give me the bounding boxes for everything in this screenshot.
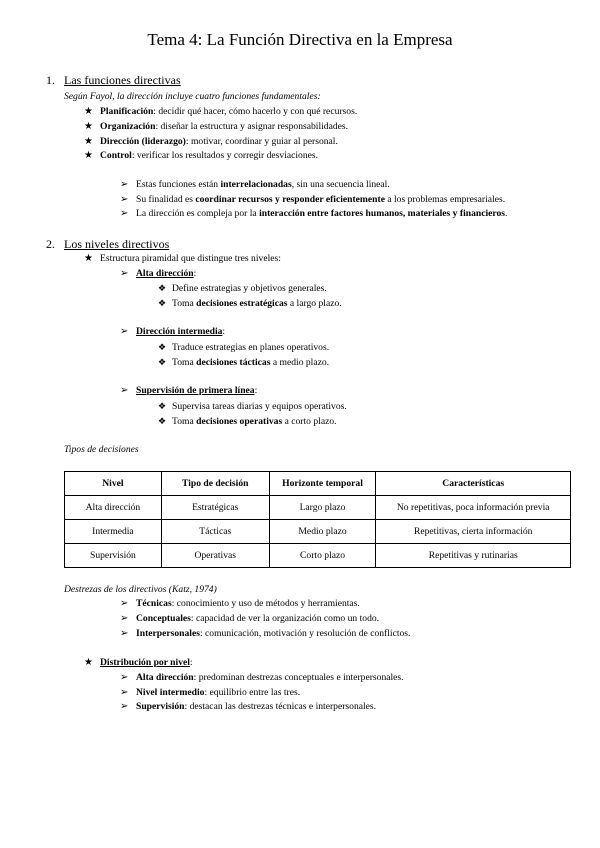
level-item [158, 282, 327, 295]
table-cell: Medio plazo [269, 520, 376, 544]
table-row [65, 496, 571, 520]
star-icon: ★ [84, 121, 93, 132]
level-item-text: Define estrategias y objetivos generales. [172, 283, 327, 294]
level-item-bold: decisiones tácticas [196, 357, 271, 368]
diamond-icon: ❖ [158, 416, 167, 426]
star-icon: ★ [84, 253, 93, 264]
level-name: Supervisión de primera línea [136, 385, 255, 396]
levels-intro-text: Estructura piramidal que distingue tres niveles: [100, 253, 281, 264]
level-item [158, 297, 342, 310]
function-desc: : diseñar la estructura y asignar responsabilidades. [155, 121, 349, 132]
section-title: Las funciones directivas [64, 73, 181, 87]
note-text: , sin una secuencia lineal. [291, 179, 390, 190]
table-cell: No repetitivas, poca información previa [376, 496, 571, 520]
skills-caption: Destrezas de los directivos (Katz, 1974) [64, 584, 217, 595]
arrow-icon: ➢ [120, 628, 129, 639]
note-text: . [505, 208, 508, 219]
distribution-desc: : destacan las destrezas técnicas e interpersonales. [184, 701, 377, 712]
decisions-caption: Tipos de decisiones [64, 444, 139, 455]
diamond-icon: ❖ [158, 357, 167, 367]
arrow-icon: ➢ [120, 687, 129, 698]
skill-item [120, 628, 410, 640]
distribution-title: Distribución por nivel [100, 657, 190, 668]
page-title: Tema 4: La Función Directiva en la Empresa [147, 30, 453, 49]
level-item [158, 415, 337, 428]
section-number: 1. [46, 73, 55, 87]
decisions-table [64, 471, 571, 568]
table-header-row [65, 472, 571, 496]
note-bold: coordinar recursos y responder eficientemente [195, 194, 385, 205]
table-cell: Repetitivas, cierta información [376, 520, 571, 544]
table-cell: Intermedia [65, 520, 162, 544]
arrow-icon: ➢ [120, 326, 129, 337]
table-header-cell: Nivel [65, 472, 162, 496]
fayol-intro: Según Fayol, la dirección incluye cuatro funciones fundamentales: [64, 91, 321, 102]
table-cell: Estratégicas [161, 496, 269, 520]
distribution-item [120, 687, 300, 699]
section-number: 2. [46, 237, 55, 251]
skill-desc: : conocimiento y uso de métodos y herramientas. [171, 598, 360, 609]
arrow-icon: ➢ [120, 208, 129, 219]
section-title: Los niveles directivos [64, 237, 170, 251]
distribution-colon: : [189, 657, 193, 668]
function-item [84, 136, 338, 148]
level-item [158, 400, 347, 413]
table-cell: Largo plazo [269, 496, 376, 520]
level-colon: : [193, 268, 197, 279]
arrow-icon: ➢ [120, 385, 129, 396]
arrow-icon: ➢ [120, 672, 129, 683]
table-cell: Supervisión [65, 544, 162, 568]
table-cell: Tácticas [161, 520, 269, 544]
note-text: Estas funciones están [136, 179, 221, 190]
level-item-text: Supervisa tareas diarias y equipos operativos. [172, 401, 347, 412]
function-desc: : decidir qué hacer, cómo hacerlo y con qué recursos. [153, 106, 358, 117]
table-cell: Alta dirección [65, 496, 162, 520]
table-row [65, 520, 571, 544]
note-bold: interrelacionadas [220, 179, 292, 190]
level-item-text: Toma [172, 416, 197, 427]
note-text: La dirección es compleja por la [136, 208, 260, 219]
function-term: Dirección (liderazgo) [100, 136, 186, 147]
level-colon: : [222, 326, 226, 337]
section-1-heading [46, 73, 181, 88]
note-bold: interacción entre factores humanos, materiales y financieros [259, 208, 506, 219]
note-text: a los problemas empresariales. [384, 194, 506, 205]
level-heading [120, 268, 196, 280]
level-item-text: a corto plazo. [282, 416, 337, 427]
level-item [158, 341, 329, 354]
diamond-icon: ❖ [158, 342, 167, 352]
table-row [65, 544, 571, 568]
star-icon: ★ [84, 136, 93, 147]
note-item [120, 208, 507, 220]
diamond-icon: ❖ [158, 401, 167, 411]
distribution-item [120, 672, 404, 684]
level-item-bold: decisiones estratégicas [196, 298, 288, 309]
diamond-icon: ❖ [158, 298, 167, 308]
function-item [84, 121, 348, 133]
arrow-icon: ➢ [120, 613, 129, 624]
table-cell: Corto plazo [269, 544, 376, 568]
level-colon: : [254, 385, 258, 396]
table-header-cell: Tipo de decisión [161, 472, 269, 496]
distribution-desc: : equilibrio entre las tres. [204, 687, 301, 698]
skill-term: Técnicas [136, 598, 172, 609]
level-name: Alta dirección [136, 268, 194, 279]
star-icon: ★ [84, 106, 93, 117]
distribution-heading [84, 657, 193, 669]
arrow-icon: ➢ [120, 194, 129, 205]
section-2-heading [46, 237, 169, 252]
table-cell: Operativas [161, 544, 269, 568]
levels-intro [84, 253, 281, 265]
note-item [120, 179, 390, 191]
table-cell: Repetitivas y rutinarias [376, 544, 571, 568]
skill-item [120, 598, 360, 610]
function-term: Control [100, 150, 132, 161]
star-icon: ★ [84, 150, 93, 161]
function-term: Organización [100, 121, 156, 132]
arrow-icon: ➢ [120, 701, 129, 712]
diamond-icon: ❖ [158, 283, 167, 293]
distribution-term: Nivel intermedio [136, 687, 205, 698]
level-item-text: Traduce estrategias en planes operativos. [172, 342, 330, 353]
function-desc: : verificar los resultados y corregir desviaciones. [131, 150, 319, 161]
function-item [84, 150, 318, 162]
level-item-text: Toma [172, 357, 197, 368]
level-heading [120, 385, 257, 397]
level-item-text: Toma [172, 298, 197, 309]
skill-desc: : capacidad de ver la organización como un todo. [190, 613, 380, 624]
skill-desc: : comunicación, motivación y resolución de conflictos. [199, 628, 411, 639]
arrow-icon: ➢ [120, 268, 129, 279]
note-item [120, 194, 505, 206]
level-item-text: a medio plazo. [270, 357, 330, 368]
table-header-cell: Características [376, 472, 571, 496]
skill-term: Interpersonales [136, 628, 200, 639]
skill-term: Conceptuales [136, 613, 191, 624]
level-item [158, 356, 329, 369]
function-item [84, 106, 357, 118]
arrow-icon: ➢ [120, 598, 129, 609]
function-desc: : motivar, coordinar y guiar al personal. [185, 136, 338, 147]
level-name: Dirección intermedia [136, 326, 223, 337]
arrow-icon: ➢ [120, 179, 129, 190]
level-heading [120, 326, 225, 338]
distribution-desc: : predominan destrezas conceptuales e interpersonales. [193, 672, 404, 683]
distribution-term: Alta dirección [136, 672, 194, 683]
level-item-text: a largo plazo. [287, 298, 342, 309]
skill-item [120, 613, 379, 625]
star-icon: ★ [84, 657, 93, 668]
level-item-bold: decisiones operativas [196, 416, 283, 427]
function-term: Planificación [100, 106, 154, 117]
table-header-cell: Horizonte temporal [269, 472, 376, 496]
distribution-item [120, 701, 376, 713]
note-text: Su finalidad es [136, 194, 196, 205]
distribution-term: Supervisión [136, 701, 185, 712]
